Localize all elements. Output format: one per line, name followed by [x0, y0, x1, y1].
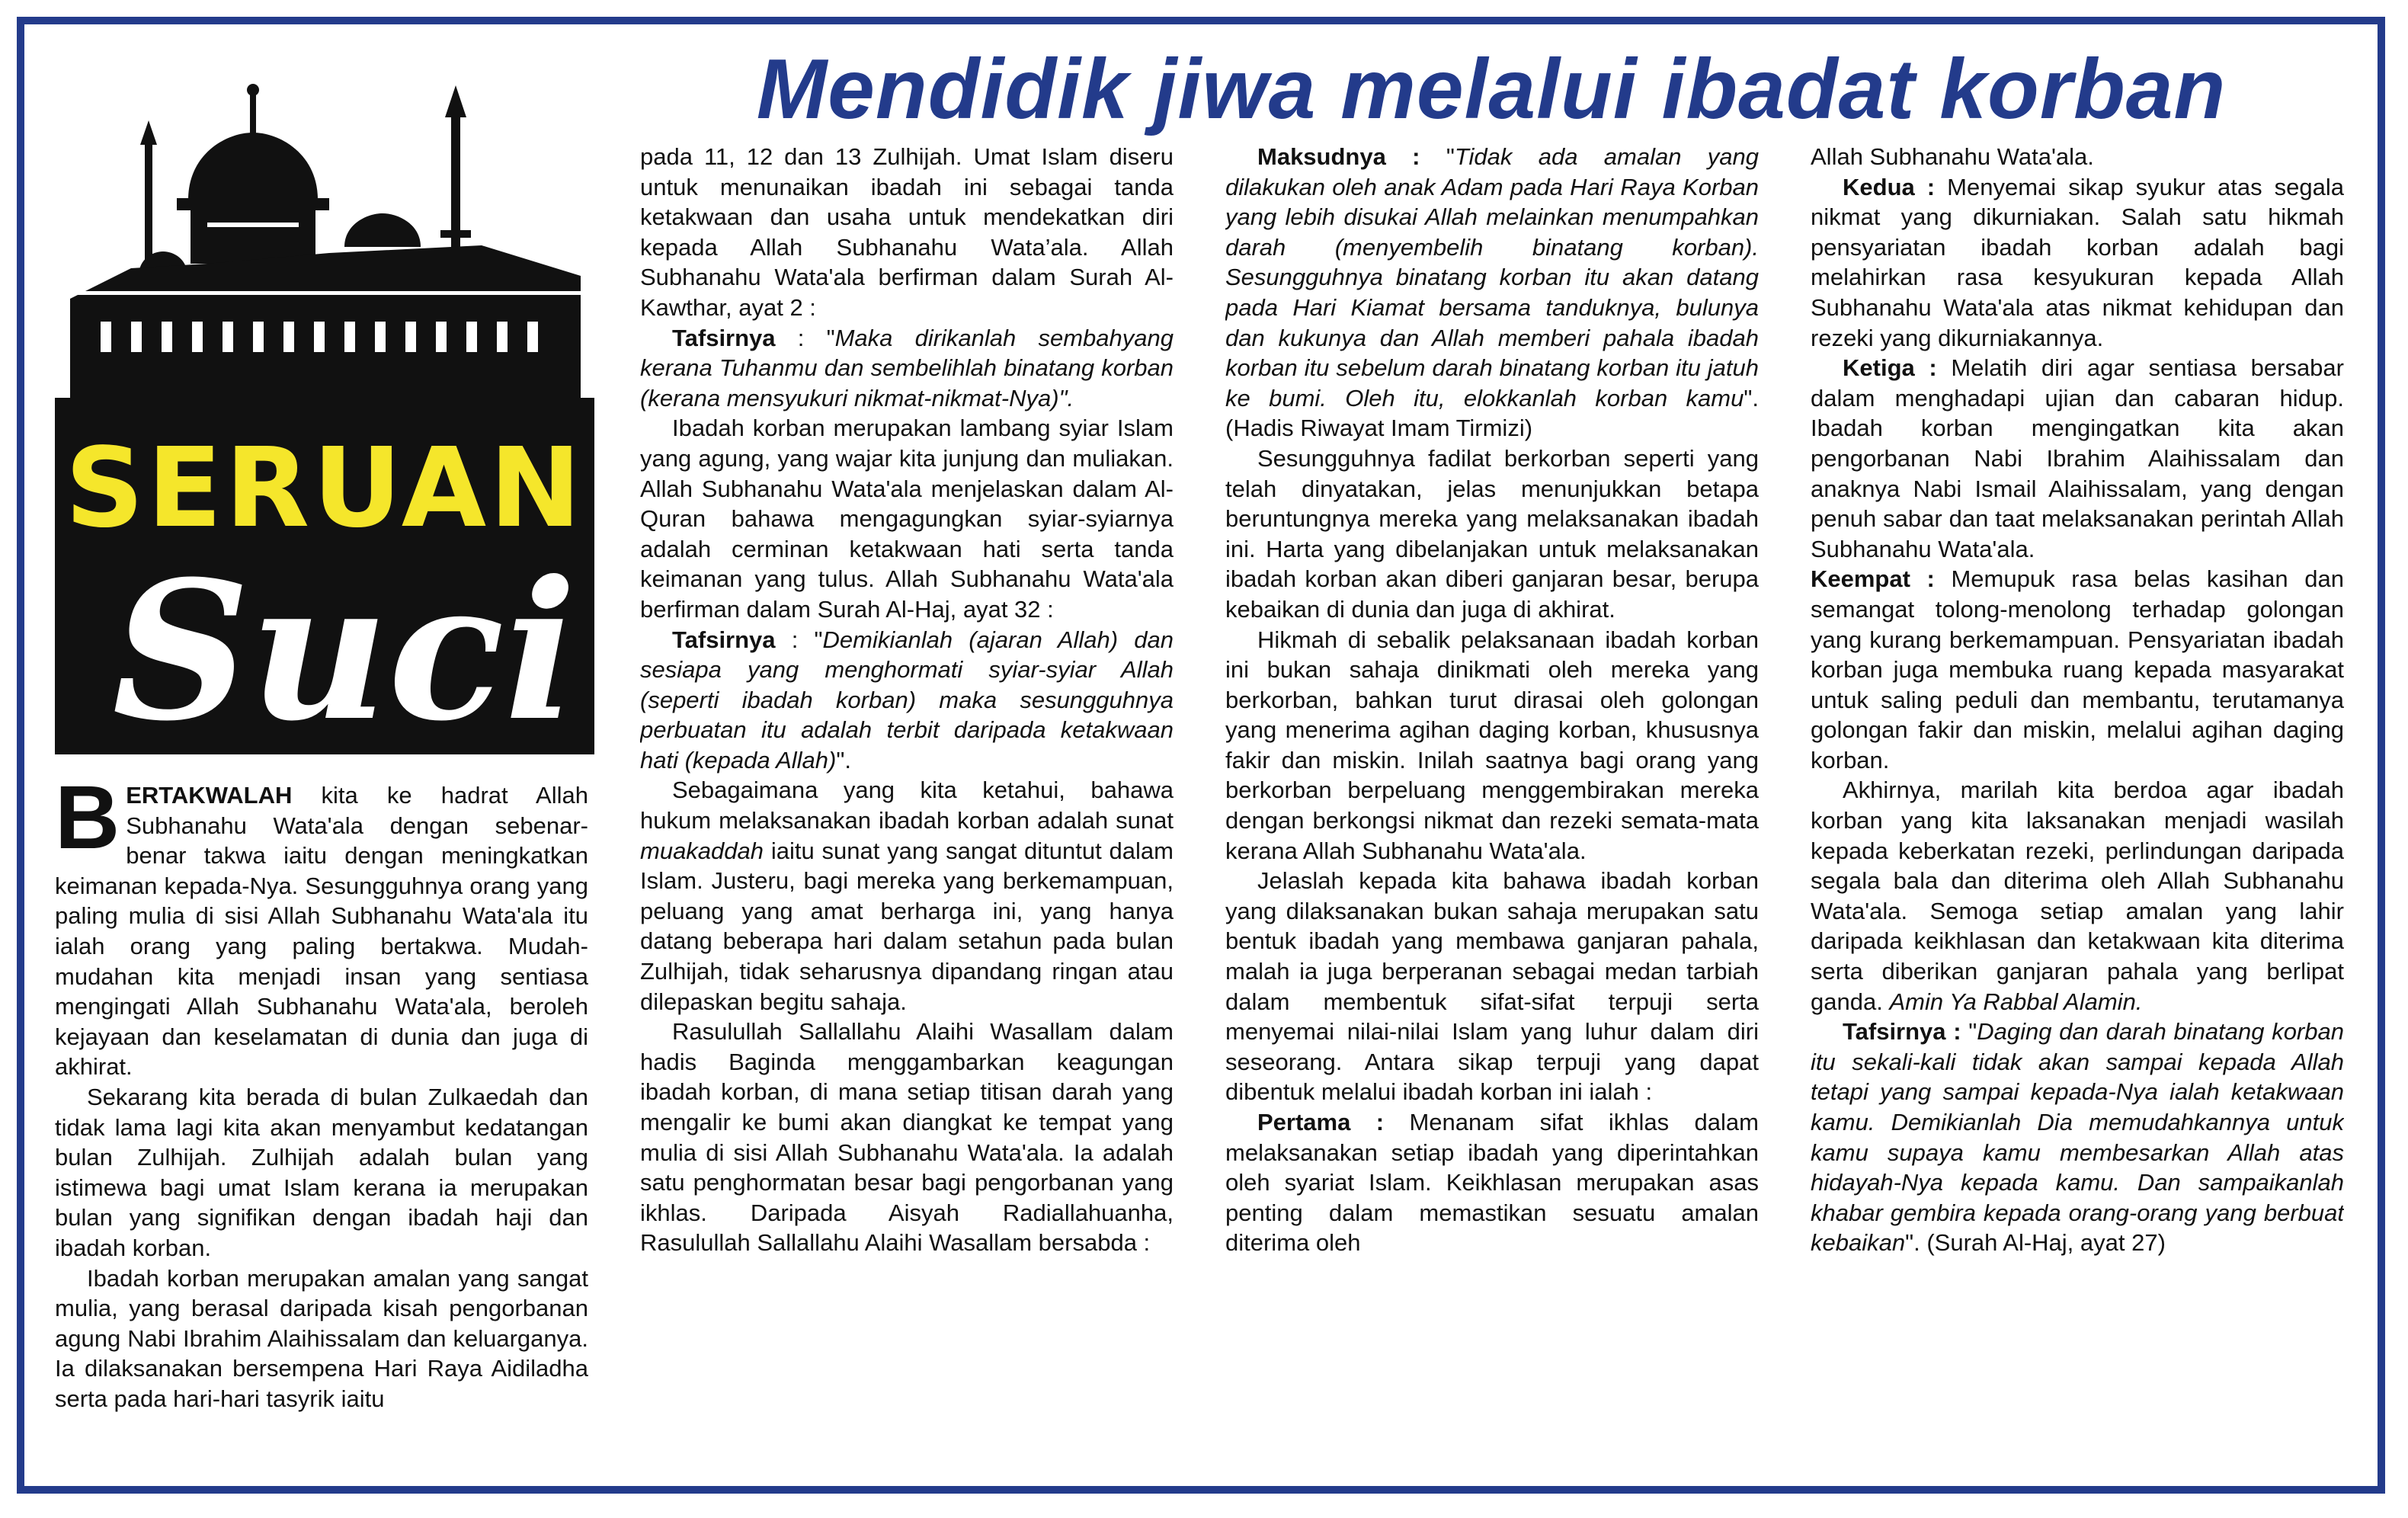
tafsir-sep: : "	[775, 626, 823, 653]
quote-open: "	[1420, 143, 1455, 170]
mosque-silhouette-icon	[70, 84, 581, 404]
tafsir-end: ".	[836, 746, 851, 773]
intro-caps: ERTAKWALAH	[126, 782, 293, 809]
tafsir-source: ". (Surah Al-Haj, ayat 27)	[1905, 1229, 2166, 1257]
quote-open: "	[1961, 1018, 1977, 1046]
paragraph: Sekarang kita berada di bulan Zulkaedah dan tidak lama lagi kita akan menyambut kedatangan bulan Zulhijah. Zulhijah adalah bulan yang istimewa bagi umat Islam kerana ia merupakan bulan yang signifikan dengan ibadah haji dan ibadah korban.	[55, 1083, 588, 1261]
paragraph-text: iaitu sunat yang sangat dituntut dalam Islam. Justeru, bagi mereka yang berkemampuan, peluang yang amat berharga ini, yang hanya datang beberapa hari dalam setahun pada bulan Zulhijah, tidak seharusnya dipandang ringan atau dilepaskan begitu sahaja.	[640, 837, 1174, 1015]
tafsir-text: Demikianlah (ajaran Allah) dan sesiapa yang menghormati syiar-syiar Allah (seperti ibadah korban) maka sesungguhnya perbuatan itu adalah terbit daripada ketakwaan hati (kepada Allah)	[640, 626, 1174, 773]
article-column-1	[55, 780, 588, 1474]
point-third	[1811, 353, 2344, 564]
keempat-label: Keempat :	[1811, 565, 1935, 593]
paragraph: Ibadah korban merupakan amalan yang sangat mulia, yang berasal daripada kisah pengorbanan agung Nabi Ibrahim Alaihissalam dan keluarganya. Ia dilaksanakan bersempena Hari Raya Aidiladha serta pada hari-hari tasyrik iaitu	[55, 1264, 588, 1412]
seruan-suci-logo	[55, 47, 594, 754]
article-column-4	[1811, 142, 2344, 1474]
tafsir-label: Tafsirnya	[672, 324, 776, 351]
paragraph: Sesungguhnya fadilat berkorban seperti yang telah dinyatakan, jelas menunjukkan betapa beruntungnya mereka yang melaksanakan ibadah ini. Harta yang dibelanjakan untuk melaksanakan ibadah korban akan diberi ganjaran besar, berupa kebaikan di dunia dan juga di akhirat.	[1225, 444, 1759, 623]
hadith-quote	[1225, 142, 1759, 444]
point-second	[1811, 172, 2344, 354]
paragraph: Jelaslah kepada kita bahawa ibadah korban yang dilaksanakan bukan sahaja merupakan satu bentuk ibadah yang membawa ganjaran pahala, malah ia juga berperanan sebagai medan tarbiah dalam membentuk sifat-sifat terpuji serta menyemai nilai-nilai Islam yang luhur dalam diri seseorang. Antara sikap terpuji yang dapat dibentuk melalui ibadah korban ini ialah :	[1225, 867, 1759, 1106]
point-text: Menyemai sikap syukur atas segala nikmat yang dikurniakan. Salah satu hikmah pensyariatan ibadah korban adalah bagi melahirkan rasa kesyukuran kepada Allah Subhanahu Wata'ala atas nikmat kehidupan dan rezeki yang dikurniakannya.	[1811, 173, 2344, 351]
point-text: Menanam sifat ikhlas dalam melaksanakan setiap ibadah yang diperintahkan oleh syariat Islam. Keikhlasan merupakan asas penting dalam memastikan sesuatu amalan diterima oleh	[1225, 1109, 1759, 1257]
paragraph: Rasulullah Sallallahu Alaihi Wasallam dalam hadis Baginda menggambarkan keagungan ibadah korban, di mana setiap titisan darah yang mengalir ke bumi akan diangkat ke tempat yang mulia di sisi Allah Subhanahu Wata'ala. Ia adalah satu penghormatan besar bagi pengorbanan yang ikhlas. Daripada Aisyah Radiallahuanha, Rasulullah Sallallahu Alaihi Wasallam bersabda :	[640, 1018, 1174, 1257]
logo-suci-text: Suci	[112, 539, 577, 754]
paragraph-text: Akhirnya, marilah kita berdoa agar ibadah korban yang kita laksanakan menjadi wasilah kepada keberkatan rezeki, perlindungan daripada segala bala dan diterima oleh Allah Subhanahu Wata'ala. Semoga setiap amalan yang lahir daripada keikhlasan dan ketakwaan kita diterima serta diberikan ganjaran pahala yang berlipat ganda.	[1811, 777, 2344, 1015]
paragraph	[640, 775, 1174, 1017]
tafsir-sep: : "	[775, 324, 835, 351]
intro-paragraph	[55, 780, 588, 1082]
headline: Mendidik jiwa melalui ibadat korban	[756, 42, 2227, 136]
intro-text: kita ke hadrat Allah Subhanahu Wata'ala dengan sebenar-benar takwa iaitu dengan meningkatkan keimanan kepada-Nya. Sesungguhnya orang yang paling mulia di sisi Allah Subhanahu Wata'ala itu ialah orang yang paling bertakwa. Mudah-mudahan kita menjadi insan yang sentiasa mengingati Allah Subhanahu Wata'ala, beroleh kejayaan dan keselamatan di dunia dan juga di akhirat.	[55, 782, 588, 1081]
tafsir-text: Maka dirikanlah sembahyang kerana Tuhanmu dan sembelihlah binatang korban (kerana mensyukuri nikmat-nikmat-Nya)".	[640, 324, 1174, 412]
paragraph-italic: Amin Ya Rabbal Alamin.	[1889, 988, 2143, 1015]
tafsir-label: Tafsirnya	[672, 626, 776, 653]
paragraph: Allah Subhanahu Wata'ala.	[1811, 143, 2094, 170]
drop-cap: B	[55, 780, 120, 868]
maksudnya-label: Maksudnya :	[1257, 143, 1420, 170]
hadith-text: Tidak ada amalan yang dilakukan oleh anak Adam pada Hari Raya Korban yang lebih disukai Allah melainkan menumpahkan darah (menyembelih binatang korban). Sesungguhnya binatang korban itu akan datang pada Hari Kiamat bersama tanduknya, bulunya dan kukunya dan Allah memberi pahala ibadah korban itu sebelum darah binatang korban itu jatuh ke bumi. Oleh itu, elokkanlah korban kamu	[1225, 143, 1759, 412]
point-fourth	[1811, 564, 2344, 775]
article-column-2	[640, 142, 1174, 1474]
hadith-source: ". (Hadis Riwayat Imam Tirmizi)	[1225, 384, 1759, 442]
point-first	[1225, 1107, 1759, 1258]
closing-paragraph	[1811, 775, 2344, 1017]
logo-seruan-text: SERUAN	[65, 424, 584, 552]
paragraph: Ibadah korban merupakan lambang syiar Islam yang agung, yang wajar kita junjung dan muliakan. Allah Subhanahu Wata'ala menjelaskan dalam Al-Quran bahawa mengagungkan syiar-syiarnya adalah cerminan ketakwaan hati serta tanda keimanan yang tulus. Allah Subhanahu Wata'ala berfirman dalam Surah Al-Haj, ayat 32 :	[640, 415, 1174, 623]
tafsir-quote	[1811, 1017, 2344, 1258]
pertama-label: Pertama :	[1257, 1109, 1385, 1135]
paragraph: Hikmah di sebalik pelaksanaan ibadah korban ini bukan sahaja dinikmati oleh mereka yang berkorban, bahkan turut dirasai oleh golongan yang menerima agihan daging korban, khususnya fakir dan miskin. Inilah saatnya bagi orang yang berkorban berpeluang menggembirakan mereka dengan berkongsi nikmat dan rezeki semata-mata kerana Allah Subhanahu Wata'ala.	[1225, 626, 1759, 864]
paragraph-text: Sebagaimana yang kita ketahui, bahawa hukum melaksanakan ibadah korban adalah sunat	[640, 777, 1174, 834]
paragraph: pada 11, 12 dan 13 Zulhijah. Umat Islam diseru untuk menunaikan ibadah ini sebagai tanda ketakwaan dan usaha untuk mendekatkan diri kepada Allah Subhanahu Wata’ala. Allah Subhanahu Wata'ala berfirman dalam Surah Al-Kawthar, ayat 2 :	[640, 143, 1174, 321]
ketiga-label: Ketiga :	[1843, 354, 1937, 382]
article-column-3	[1225, 142, 1759, 1474]
tafsir-quote	[640, 323, 1174, 414]
tafsir-quote	[640, 625, 1174, 776]
tafsir-label: Tafsirnya :	[1843, 1018, 1961, 1046]
paragraph-italic: muakaddah	[640, 837, 764, 864]
kedua-label: Kedua :	[1843, 173, 1936, 200]
point-text: Memupuk rasa belas kasihan dan semangat tolong-menolong terhadap golongan yang kurang berkemampuan. Pensyariatan ibadah korban juga membuka ruang kepada masyarakat untuk saling peduli dan membantu, terutamanya golongan fakir dan miskin, melalui agihan daging korban.	[1811, 565, 2344, 773]
point-text: Melatih diri agar sentiasa bersabar dalam menghadapi ujian dan cabaran hidup. Ibadah korban mengingatkan kita akan pengorbanan Nabi Ibrahim Alaihissalam dan anaknya Nabi Ismail Alaihissalam, yang dengan penuh sabar dan taat melaksanakan perintah Allah Subhanahu Wata'ala.	[1811, 354, 2344, 562]
tafsir-text: Daging dan darah binatang korban itu sekali-kali tidak akan sampai kepada Allah tetapi yang sampai kepada-Nya ialah ketakwaan kamu. Demikianlah Dia memudahkannya untuk kamu supaya kamu membesarkan Allah atas hidayah-Nya kepada kamu. Dan sampaikanlah khabar gembira kepada orang-orang yang berbuat kebaikan	[1811, 1018, 2344, 1257]
